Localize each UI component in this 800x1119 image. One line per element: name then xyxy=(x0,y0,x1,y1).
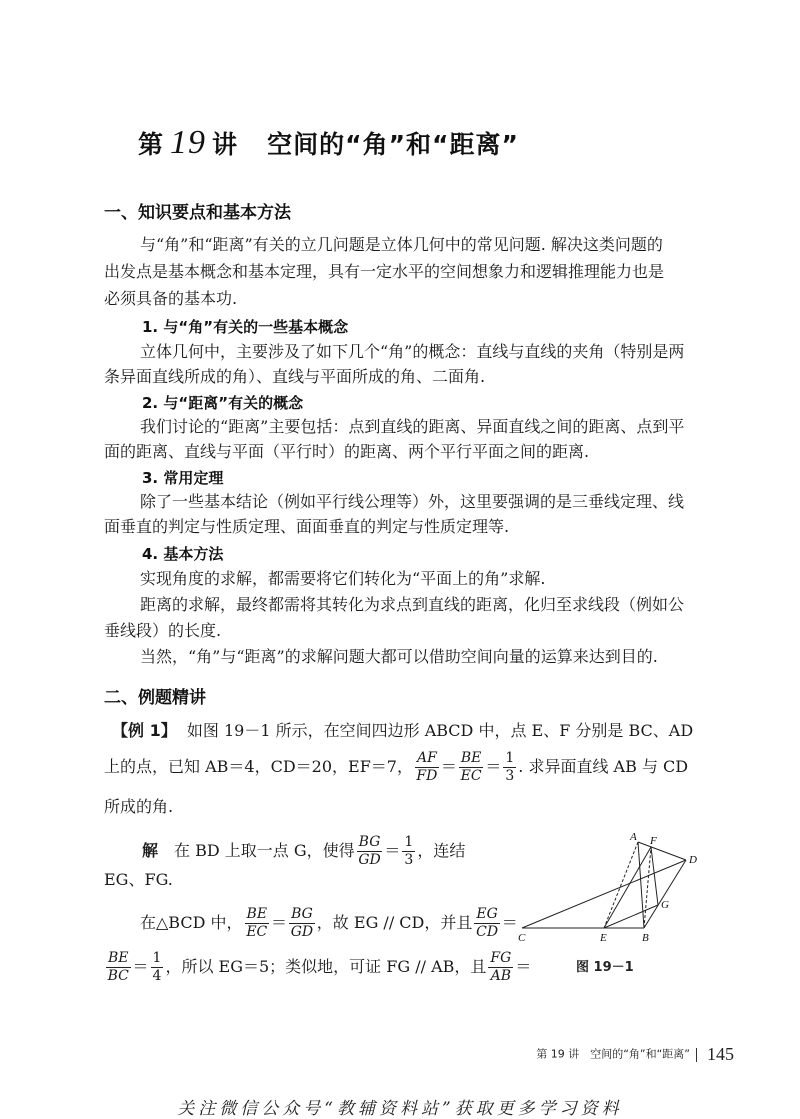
chapter-title xyxy=(138,124,519,162)
example-line: 所成的角. xyxy=(104,797,174,816)
intro-line: 与“角”和“距离”有关的立几问题是立体几何中的常见问题. 解决这类问题的 xyxy=(140,235,663,254)
fraction: $\frac{FG}{AB}$ xyxy=(490,950,512,984)
edge-BD xyxy=(644,860,686,928)
paragraph-line: 垂线段）的长度. xyxy=(104,621,222,640)
paragraph-line: 立体几何中，主要涉及了如下几个“角”的概念：直线与直线的夹角（特别是两 xyxy=(140,342,685,361)
fraction: $\frac{AF}{FD}$ xyxy=(416,750,438,784)
fraction: $\frac{EG}{CD}$ xyxy=(476,906,499,940)
fraction: $\frac{BG}{GD}$ xyxy=(358,834,381,868)
label-D: D xyxy=(689,854,697,866)
paragraph-line: 面的距离、直线与平面（平行时）的距离、两个平行平面之间的距离. xyxy=(104,442,590,461)
paragraph-line: 当然，“角”与“距离”的求解问题大都可以借助空间向量的运算来达到目的. xyxy=(140,647,658,666)
page-number: 145 xyxy=(707,1044,734,1064)
fraction: $\frac{BE}{EC}$ xyxy=(246,906,268,940)
fraction: $\frac{BG}{GD}$ xyxy=(290,906,314,940)
edge-AB xyxy=(638,842,644,928)
example-text: 上的点，已知 AB＝4，CD＝20，EF＝7， xyxy=(104,757,413,776)
section-heading-knowledge: 一、知识要点和基本方法 xyxy=(104,203,291,223)
paragraph-line: 距离的求解，最终都需将其转化为求点到直线的距离，化归至求线段（例如公 xyxy=(140,595,685,614)
fraction: $\frac{1}{3}$ xyxy=(505,750,515,784)
paragraph-line: 实现角度的求解，都需要将它们转化为“平面上的角”求解. xyxy=(140,569,546,588)
subheading-angle: 1. 与“角”有关的一些基本概念 xyxy=(142,318,349,336)
fraction: $\frac{1}{3}$ xyxy=(404,834,414,868)
solution-label: 解 xyxy=(142,841,159,860)
segment-EF xyxy=(604,847,651,928)
intro-line: 必须具备的基本功. xyxy=(104,289,238,308)
geometry-figure xyxy=(514,830,714,948)
fraction: $\frac{BE}{BC}$ xyxy=(107,950,129,984)
paragraph-line: 除了一些基本结论（例如平行线公理等）外，这里要强调的是三垂线定理、线 xyxy=(140,492,685,511)
solution-line: 解 在 BD 上取一点 G，使得 $\frac{BG}{GD}$ ＝ $\frac{1}{3}$ ，连结 xyxy=(142,834,466,868)
label-G: G xyxy=(661,899,669,911)
chapter-number: 19 xyxy=(170,124,207,161)
solution-line: $\frac{BE}{BC}$ ＝ $\frac{1}{4}$ ，所以 EG＝5；类似地，可证 FG // AB，且 $\frac{FG}{AB}$ ＝ xyxy=(107,950,532,984)
watermark: 关注微信公众号“教辅资料站”获取更多学习资料 xyxy=(177,1099,623,1119)
label-C: C xyxy=(518,932,526,944)
fraction: $\frac{1}{4}$ xyxy=(152,950,162,984)
chapter-name: 空间的“角”和“距离” xyxy=(267,130,519,159)
paragraph-line: 条异面直线所成的角）、直线与平面所成的角、二面角. xyxy=(104,367,486,386)
fraction: $\frac{BE}{EC}$ xyxy=(460,750,482,784)
label-E: E xyxy=(600,932,607,944)
example-label: 【例 1】 xyxy=(112,721,177,740)
page-footer xyxy=(536,1044,734,1065)
subheading-methods: 4. 基本方法 xyxy=(142,545,224,563)
label-A: A xyxy=(630,831,637,843)
solution-line: 在△BCD 中， $\frac{BE}{EC}$ ＝ $\frac{BG}{GD}$ ，故 EG // CD，并且 $\frac{EG}{CD}$ ＝ xyxy=(140,906,518,940)
segment-FG xyxy=(651,847,658,905)
section-heading-examples: 二、例题精讲 xyxy=(104,688,206,708)
example-line: 上的点，已知 AB＝4，CD＝20，EF＝7， $\frac{AF}{FD}$ ＝ $\frac{BE}{EC}$ ＝ $\frac{1}{3}$ . 求异面直线 AB 与 CD xyxy=(104,750,689,784)
label-F: F xyxy=(650,835,657,847)
subheading-theorems: 3. 常用定理 xyxy=(142,469,224,487)
example-text: 如图 19－1 所示，在空间四边形 ABCD 中，点 E、F 分别是 BC、AD xyxy=(186,721,694,740)
segment-AE xyxy=(604,842,638,928)
label-B: B xyxy=(642,932,649,944)
running-footer: 第 19 讲 空间的“角”和“距离” xyxy=(536,1047,690,1061)
example-text: . 求异面直线 AB 与 CD xyxy=(518,757,689,776)
example-line xyxy=(112,721,704,741)
paragraph-line: 面垂直的判定与性质定理、面面垂直的判定与性质定理等. xyxy=(104,517,510,536)
subheading-distance: 2. 与“距离”有关的概念 xyxy=(142,394,304,412)
paragraph-line: 我们讨论的“距离”主要包括：点到直线的距离、异面直线之间的距离、点到平 xyxy=(140,417,685,436)
figure-caption: 图 19－1 xyxy=(576,960,634,975)
footer-divider xyxy=(696,1048,697,1062)
segment-BF xyxy=(644,847,651,928)
solution-line: EG、FG. xyxy=(104,870,173,889)
chapter-suffix: 讲 xyxy=(212,130,239,159)
chapter-prefix: 第 xyxy=(138,130,165,159)
edge-CD xyxy=(522,860,686,928)
intro-line: 出发点是基本概念和基本定理，具有一定水平的空间想象力和逻辑推理能力也是 xyxy=(104,262,665,281)
